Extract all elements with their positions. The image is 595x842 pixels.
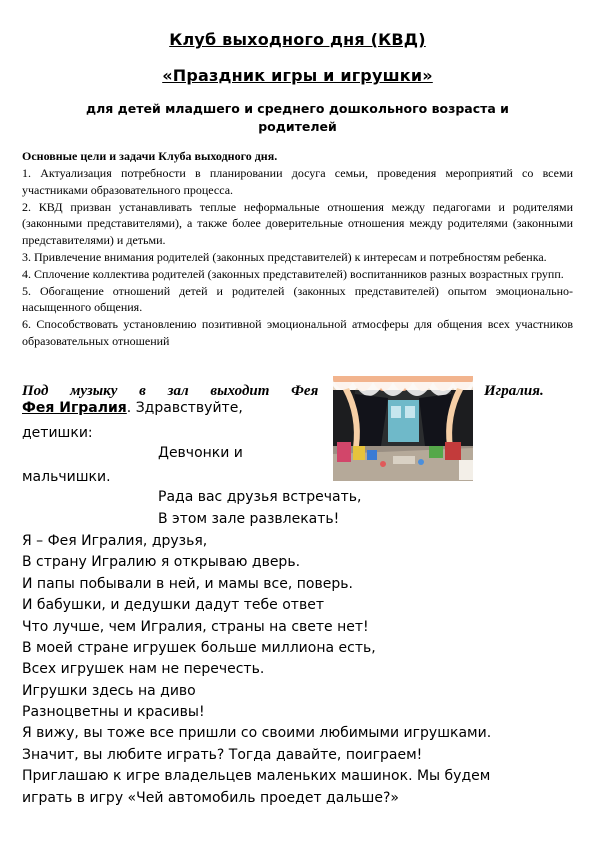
speech-line: Значит, вы любите играть? Тогда давайте, поиграем! [22, 747, 423, 763]
goals-heading: Основные цели и задачи Клуба выходного дня. [22, 149, 278, 163]
greeting-text: . Здравствуйте, [126, 400, 243, 416]
page-title: Клуб выходного дня (КВД) [169, 30, 426, 49]
speech-line: Я вижу, вы тоже все пришли со своими любимыми игрушками. [22, 725, 492, 741]
speech-line: Игрушки здесь на диво [22, 683, 196, 699]
hall-photo [333, 376, 473, 481]
stage-direction: Под музыку в зал выходит Фея [22, 383, 319, 399]
speech-line: Рада вас друзья встречать, [158, 489, 362, 505]
speech-line: В этом зале развлекать! [158, 511, 340, 527]
goals-list [22, 165, 573, 350]
hall-photo-image [333, 376, 473, 481]
speech-line: И бабушки, и дедушки дадут тебе ответ [22, 597, 324, 613]
speech-line [22, 400, 243, 416]
speech-line: Всех игрушек нам не перечесть. [22, 661, 265, 677]
event-title: «Праздник игры и игрушки» [162, 66, 433, 85]
goal-item: 5. Обогащение отношений детей и родителей (законных представителей) опытом эмоционально-насыщенного общения. [22, 283, 573, 315]
goal-item: 3. Привлечение внимания родителей (законных представителей) к интересам и потребностям ребенка. [22, 249, 547, 264]
speech-line: Девчонки и [158, 445, 243, 461]
goal-item: 1. Актуализация потребности в планировании досуга семьи, проведения мероприятий со всеми участниками образовательного процесса. [22, 166, 573, 197]
speech-line: Разноцветны и красивы! [22, 704, 205, 720]
speech-line: В моей стране игрушек больше миллиона есть, [22, 640, 376, 656]
speech-line: играть в игру «Чей автомобиль проедет дальше?» [22, 790, 399, 806]
subtitle: для детей младшего и среднего дошкольного возраста и родителей [86, 101, 509, 134]
stage-direction-end: Игралия. [484, 383, 544, 399]
goal-item: 4. Сплочение коллектива родителей (законных представителей) воспитанников разных возрастных групп. [22, 266, 564, 281]
speech-line: В страну Игралию я открываю дверь. [22, 554, 301, 570]
goal-item: 6. Способствовать установлению позитивной эмоциональной атмосферы для общения всех участников образовательных отношений [22, 317, 573, 348]
speech-line: детишки: [22, 425, 93, 441]
speech-line: Что лучше, чем Игралия, страны на свете нет! [22, 619, 369, 635]
speech-line: Приглашаю к игре владельцев маленьких машинок. Мы будем [22, 768, 491, 784]
speaker-name: Фея Игралия [22, 400, 127, 416]
goal-item: 2. КВД призван устанавливать теплые неформальные отношения между педагогами и родителями (законными представителями), а также более доверительные отношения между родителями (законными представителями) и детьми. [22, 199, 573, 248]
speech-line: И папы побывали в ней, и мамы все, поверь. [22, 576, 353, 592]
speech-line: мальчишки. [22, 469, 111, 485]
speech-line: Я – Фея Игралия, друзья, [22, 533, 208, 549]
